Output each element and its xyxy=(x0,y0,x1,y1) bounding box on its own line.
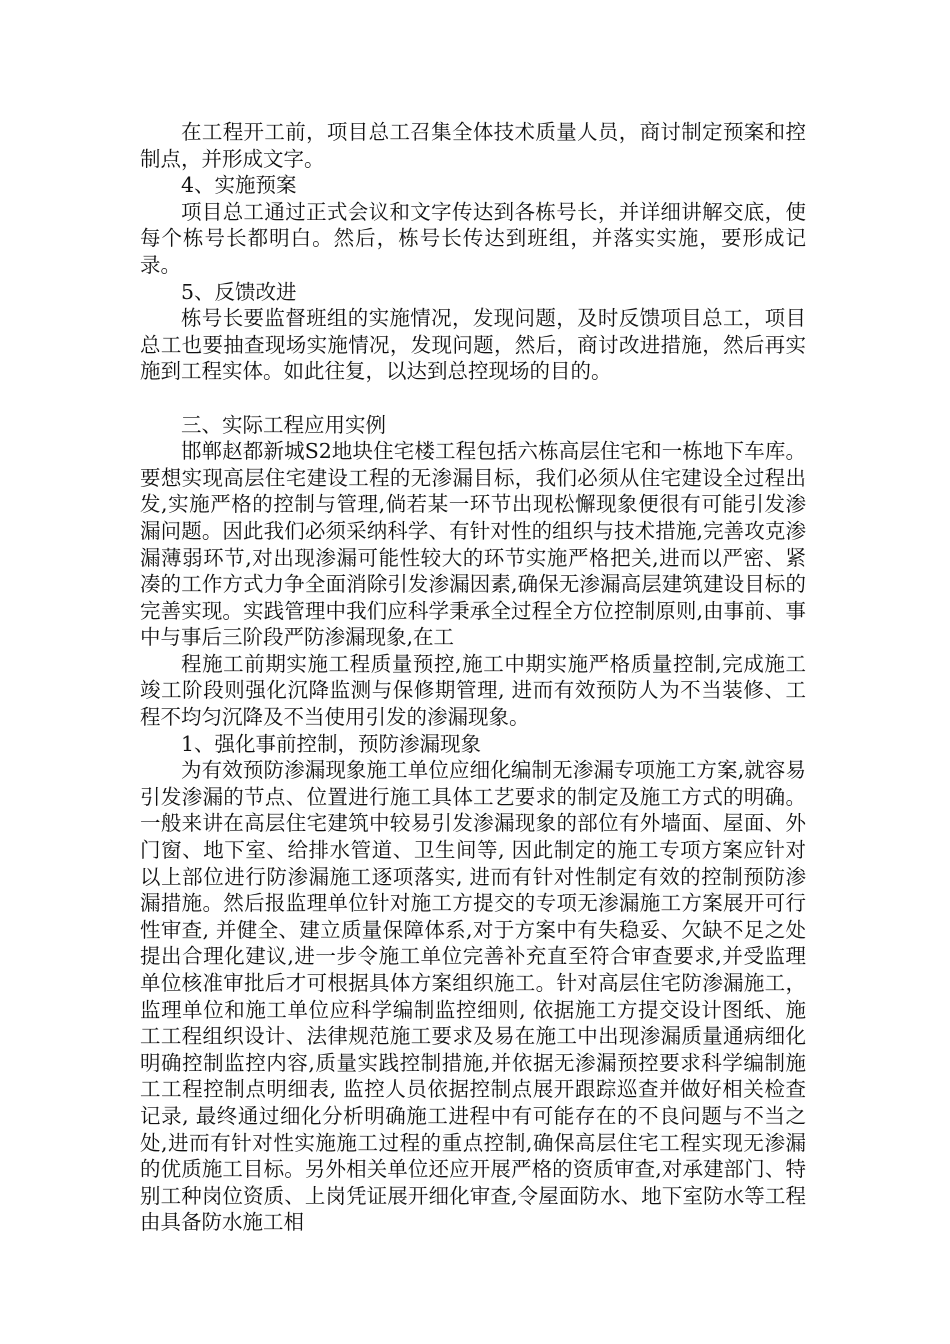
paragraph-project-overview: 邯郸赵都新城S2地块住宅楼工程包括六栋高层住宅和一栋地下车库。要想实现高层住宅建设工程的无渗漏目标，我们必须从住宅建设全过程出发,实施严格的控制与管理,倘若某一环节出现松懈现象便很有可能引发渗漏问题。因此我们必须采纳科学、有针对性的组织与技术措施,完善攻克渗漏薄弱环节,对出现渗漏可能性较大的环节实施严格把关,进而以严密、紧凑的工作方式力争全面消除引发渗漏因素,确保无渗漏高层建筑建设目标的完善实现。实践管理中我们应科学秉承全过程全方位控制原则,由事前、事中与事后三阶段严防渗漏现象,在工 xyxy=(140,439,806,650)
paragraph-pre-control-detail: 为有效预防渗漏现象施工单位应细化编制无渗漏专项施工方案,就容易引发渗漏的节点、位置进行施工具体工艺要求的制定及施工方式的明确。一般来讲在高层住宅建筑中较易引发渗漏现象的部位有外墙面、屋面、外门窗、地下室、给排水管道、卫生间等, 因此制定的施工专项方案应针对以上部位进行防渗漏施工逐项落实, 进而有针对性制定有效的控制预防渗漏措施。然后报监理单位针对施工方提交的专项无渗漏施工方案展开可行性审查, 并健全、建立质量保障体系,对于方案中有失稳妥、欠缺不足之处提出合理化建议,进一步令施工单位完善补充直至符合审查要求,并受监理单位核准审批后才可根据具体方案组织施工。针对高层住宅防渗漏施工，监理单位和施工单位应科学编制监控细则, 依据施工方提交设计图纸、施工工程组织设计、法律规范施工要求及易在施工中出现渗漏质量通病细化明确控制监控内容,质量实践控制措施,并依据无渗漏预控要求科学编制施工工程控制点明细表, 监控人员依据控制点展开跟踪巡查并做好相关检查记录, 最终通过细化分析明确施工进程中有可能存在的不良问题与不当之处,进而有针对性实施施工过程的重点控制,确保高层住宅工程实现无渗漏的优质施工目标。另外相关单位还应开展严格的资质审查,对承建部门、特别工种岗位资质、上岗凭证展开细化审查,令屋面防水、地下室防水等工程由具备防水施工相 xyxy=(140,758,806,1235)
paragraph-implement-plan: 项目总工通过正式会议和文字传达到各栋号长，并详细讲解交底，使每个栋号长都明白。然后，栋号长传达到班组，并落实实施，要形成记录。 xyxy=(140,199,806,277)
heading-implement-plan: 4、实施预案 xyxy=(181,173,297,198)
heading-pre-control: 1、强化事前控制，预防渗漏现象 xyxy=(181,731,482,756)
paragraph-pre-construction: 在工程开工前，项目总工召集全体技术质量人员，商讨制定预案和控制点，并形成文字。 xyxy=(140,120,806,171)
paragraph-feedback: 栋号长要监督班组的实施情况，发现问题，及时反馈项目总工，项目总工也要抽查现场实施情况，发现问题，然后，商讨改进措施，然后再实施到工程实体。如此往复，以达到总控现场的目的。 xyxy=(140,306,806,384)
heading-feedback: 5、反馈改进 xyxy=(181,279,297,304)
blank-line xyxy=(140,385,806,412)
document-page xyxy=(140,119,806,1236)
section-title-application-example: 三、实际工程应用实例 xyxy=(181,412,386,437)
paragraph-construction-phases: 程施工前期实施工程质量预控,施工中期实施严格质量控制,完成施工竣工阶段则强化沉降监测与保修期管理, 进而有效预防人为不当装修、工程不均匀沉降及不当使用引发的渗漏现象。 xyxy=(140,651,806,730)
